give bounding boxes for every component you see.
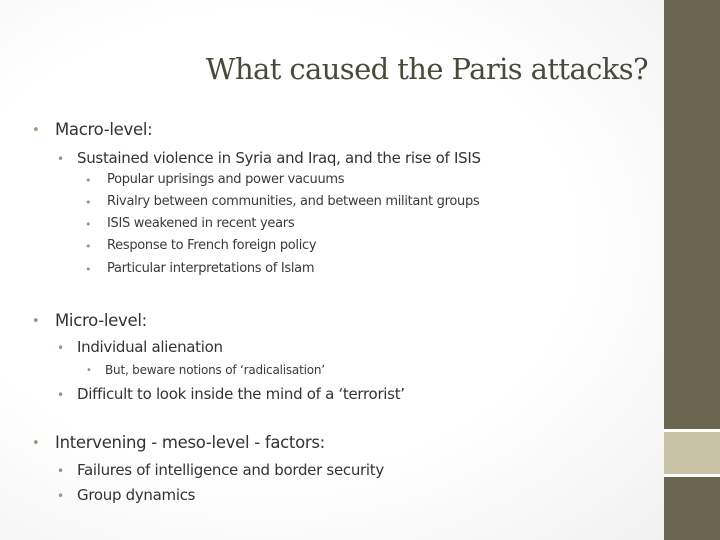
- bullet-text: ISIS weakened in recent years: [107, 216, 295, 231]
- bullet-text: Response to French foreign policy: [107, 238, 317, 253]
- slide-title: What caused the Paris attacks?: [205, 52, 648, 86]
- bullet-icon: •: [85, 263, 92, 276]
- sidebar-divider-bottom: [664, 474, 720, 477]
- bullet-icon: •: [57, 464, 64, 478]
- bullet-macro-point: [85, 238, 317, 253]
- bullet-text: Intervening - meso-level - factors:: [55, 433, 325, 452]
- bullet-icon: •: [57, 152, 64, 166]
- bullet-icon: •: [85, 218, 92, 231]
- bullet-icon: •: [85, 240, 92, 253]
- bullet-micro-level: [32, 311, 147, 330]
- bullet-icon: •: [32, 436, 40, 451]
- bullet-meso-point: [57, 461, 384, 479]
- bullet-text: Micro-level:: [55, 311, 147, 330]
- bullet-meso-level: [32, 433, 325, 452]
- bullet-macro-point: [85, 216, 295, 231]
- bullet-icon: •: [57, 489, 64, 503]
- sidebar-accent-block: [664, 432, 720, 474]
- bullet-text: Failures of intelligence and border security: [77, 461, 384, 479]
- bullet-macro-point: [85, 261, 315, 276]
- bullet-macro-point: [85, 172, 345, 187]
- bullet-text: Individual alienation: [77, 338, 223, 356]
- bullet-micro-caveat: [86, 363, 325, 377]
- bullet-text: Particular interpretations of Islam: [107, 261, 315, 276]
- bullet-micro-alienation: [57, 338, 223, 356]
- bullet-icon: •: [32, 314, 40, 329]
- bullet-macro-level: [32, 120, 153, 139]
- bullet-micro-difficulty: [57, 385, 405, 403]
- bullet-meso-point: [57, 486, 196, 504]
- bullet-icon: •: [57, 388, 64, 402]
- bullet-icon: •: [85, 196, 92, 209]
- bullet-macro-sub: [57, 149, 481, 167]
- bullet-text: Group dynamics: [77, 486, 196, 504]
- bullet-icon: •: [32, 123, 40, 138]
- bullet-icon: •: [86, 365, 92, 376]
- bullet-text: But, beware notions of ‘radicalisation’: [105, 363, 325, 377]
- bullet-text: Macro-level:: [55, 120, 153, 139]
- bullet-text: Difficult to look inside the mind of a ‘terrorist’: [77, 385, 405, 403]
- bullet-icon: •: [57, 341, 64, 355]
- bullet-text: Popular uprisings and power vacuums: [107, 172, 345, 187]
- bullet-text: Sustained violence in Syria and Iraq, and the rise of ISIS: [77, 149, 481, 167]
- bullet-macro-point: [85, 194, 480, 209]
- bullet-icon: •: [85, 174, 92, 187]
- bullet-text: Rivalry between communities, and between militant groups: [107, 194, 480, 209]
